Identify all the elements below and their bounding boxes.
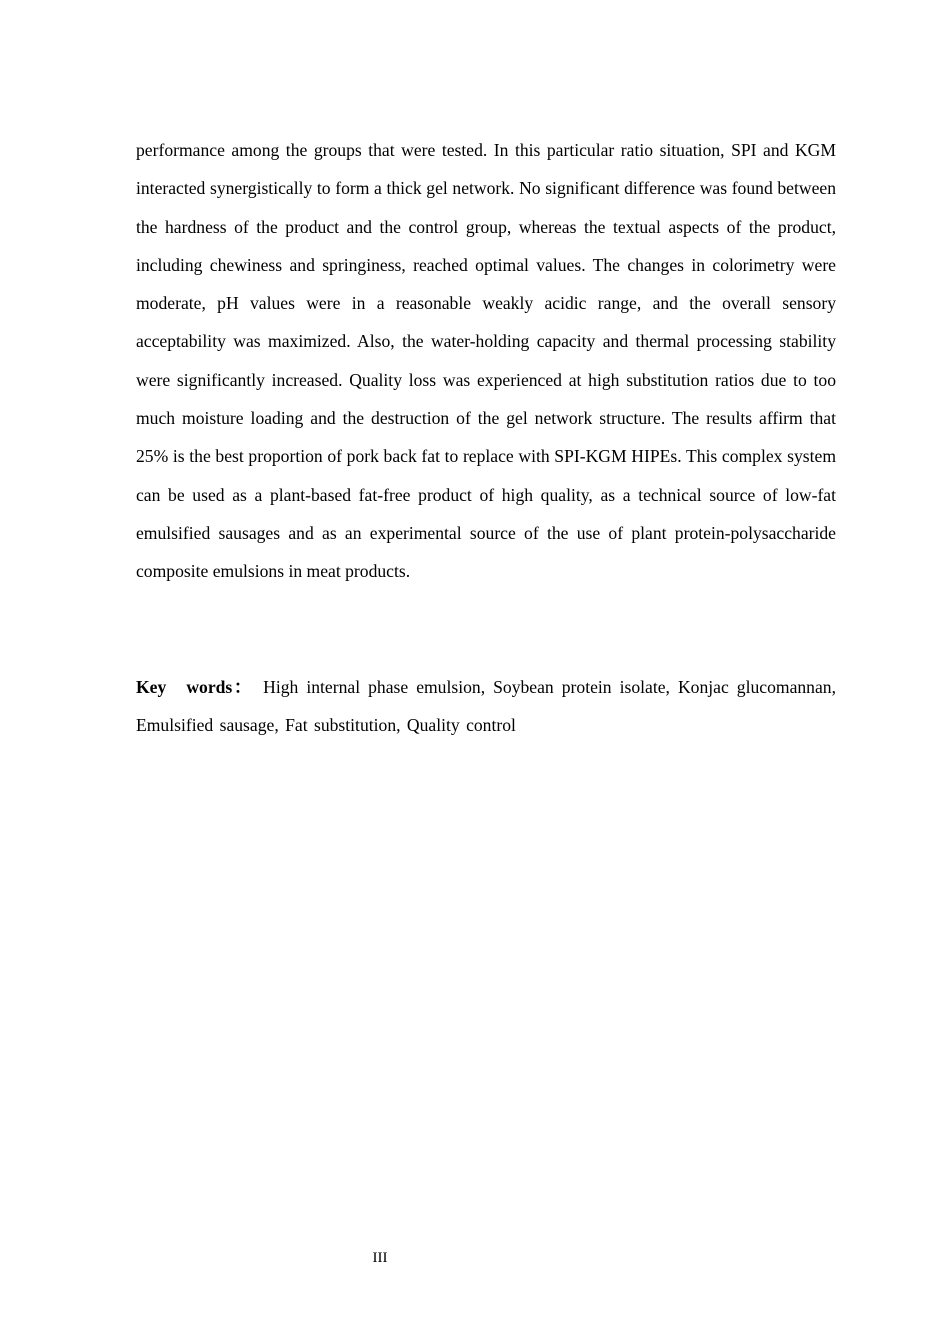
keywords-text: High internal phase emulsion, Soybean protein isolate, Konjac glucomannan, Emulsified sausage, Fat substitution, Quality control	[136, 677, 836, 736]
keywords-line	[136, 668, 836, 745]
page-number: III	[372, 1250, 388, 1266]
keywords-separator: ：	[232, 677, 254, 697]
abstract-body-paragraph: performance among the groups that were tested. In this particular ratio situation, SPI and KGM interacted synergistically to form a thick gel network. No significant difference was found between the hardness of the product and the control group, whereas the textual aspects of the product, including chewiness and springiness, reached optimal values. The changes in colorimetry were moderate, pH values were in a reasonable weakly acidic range, and the overall sensory acceptability was maximized. Also, the water-holding capacity and thermal processing stability were significantly increased. Quality loss was experienced at high substitution ratios due to too much moisture loading and the destruction of the gel network structure. The results affirm that 25% is the best proportion of pork back fat to replace with SPI-KGM HIPEs. This complex system can be used as a plant-based fat-free product of high quality, as a technical source of low-fat emulsified sausages and as an experimental source of the use of plant protein-polysaccharide composite emulsions in meat products.	[136, 140, 836, 582]
keywords-label: Key words	[136, 677, 233, 697]
